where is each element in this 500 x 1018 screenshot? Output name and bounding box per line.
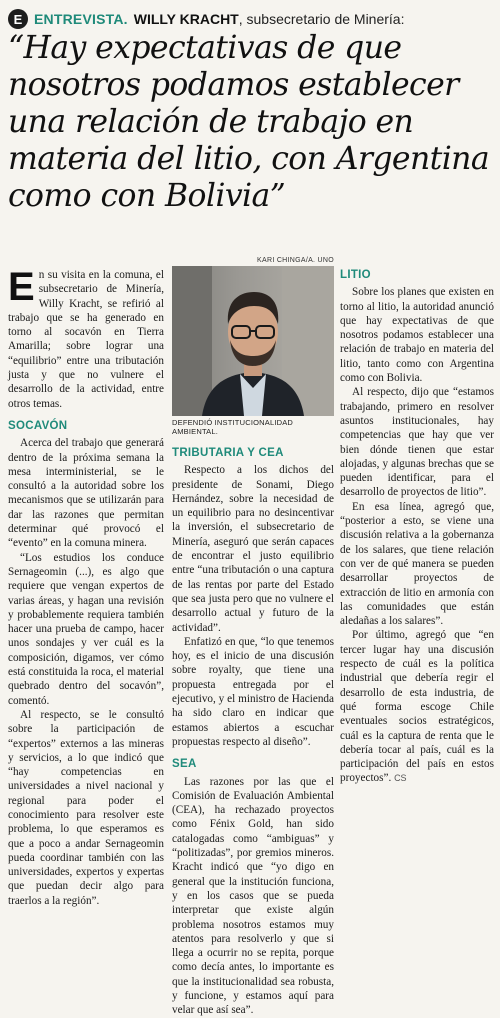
interviewee-name: WILLY KRACHT (133, 11, 239, 27)
subhead-tributaria: TRIBUTARIA Y CEA (172, 447, 284, 459)
drop-cap: E (8, 265, 35, 309)
end-mark: CS (394, 773, 407, 784)
subhead-sea: SEA (172, 758, 197, 771)
section-badge: E (8, 9, 28, 29)
portrait-illustration (172, 266, 334, 416)
paragraph: “Los estudios los conduce Sernageomin (...), es algo que requiere que vengan expertos de varias áreas, y hagan una revisión y probablemente requiera también hacer una prueba de campo, hacer unos sondajes y ver cuál es la composición, digamos, ver cómo está constituida la roca, el material quebrado dentro del socavón”, comentó. (8, 551, 164, 707)
portrait-photo (172, 266, 334, 416)
paragraph (340, 628, 494, 785)
paragraph: Al respecto, se le consultó sobre la participación de “expertos” externos a las mineras y servicios, a lo que indicó que “hay competencias en universidades a nivel nacional y regional para poder el conocimiento para resolver este problema, lo que esperamos es que a poco a andar Sernageomin pueda coordinar también con las universidades, expertos y expertas que puedan decir algo para traerlos a la región”. (8, 708, 164, 907)
headline: “Hay expectativas de que nosotros podamos establecer una relación de trabajo en materia del litio, con Argentina como con Bolivia” (8, 30, 490, 214)
paragraph: Al respecto, dijo que “estamos trabajando, primero en resolver asuntos institucionales, hay competencias que hay que ver bien dónde tienen que estar alojadas, y algunas brechas que se pueden identificar, para el desarrollo de proyectos de litio”. (340, 386, 494, 499)
paragraph: Las razones por las que el Comisión de Evaluación Ambiental (CEA), ha rechazado proyectos como Fénix Gold, han sido catalogadas como “ambiguas” y “politizadas”, por gremios mineros. Kracht indicó que “yo digo en general que la institución funciona, y en los casos que se pueda interpretar que existe algún problema nosotros estamos muy atentos para resolverlo y que si llega a ocurrir no se repita, porque como decía antes, lo importante es que la institucionalidad sea robusta, y funcione, y estamos aquí para velar que así sea”. (172, 775, 334, 1017)
column-1 (8, 265, 164, 908)
intro-text: n su visita en la comuna, el subsecretario de Minería, Willy Kracht, se refirió al trabajo que se ha generado en torno al socavón en Tierra Amarilla; sobre lograr una “equilibrio” entre una tributación justa y que no vulnere el desarrollo de la actividad, entre otros temas. (8, 269, 164, 410)
interviewee-role: , subsecretario de Minería: (238, 11, 405, 27)
paragraph: Enfatizó en que, “lo que tenemos hoy, es el inicio de una discusión sobre royalty, que tiene una propuesta entregada por el ejecutivo, y el ministro de Hacienda ha sido claro en indicar que estamos abiertos a escuchar propuestas respecto al diseño”. (172, 635, 334, 748)
photo-caption: DEFENDIÓ INSTITUCIONALIDAD AMBIENTAL. (172, 418, 294, 436)
paragraph: Acerca del trabajo que generará dentro de la próxima semana la mesa interministerial, se le consultó a la autoridad sobre los mecanismos que se utilizarán para dar las razones que permitan determinar qué provocó el “evento” en la comuna minera. (8, 437, 164, 550)
subhead-litio: LITIO (340, 269, 371, 281)
column-3 (340, 268, 494, 786)
photo-credit: KARI CHINGA/A. UNO (257, 257, 334, 264)
paragraph: Respecto a los dichos del presidente de Sonami, Diego Hernández, sobre la necesidad de un equilibrio para no desincentivar la inversión, el subsecretario de Minería, aseguró que serán capaces de encontrar el justo equilibrio entre “una tributación o una captura de las rentas por parte del Estado que sea justa pero que no vulnere el desarrollo actual y futuro de la actividad”. (172, 464, 334, 634)
article-kicker (8, 6, 494, 32)
intro-paragraph (8, 265, 164, 411)
subhead-socavon: SOCAVÓN (8, 419, 68, 432)
paragraph: Sobre los planes que existen en torno al litio, la autoridad anunció que hay expectativas de que nosotros podamos establecer una relación de trabajo en materia del litio, tanto como con Argentina como con Bolivia. (340, 286, 494, 385)
column-2 (172, 446, 334, 1018)
section-label: ENTREVISTA. (34, 11, 128, 27)
paragraph-text: Por último, agregó que “en tercer lugar hay una discusión respecto de cuál es la política industrial que debería regir el desarrollo de esta industria, de qué forma escoge Chile eventuales socios estratégicos, cuál es la captura de renta que le debería tocar al país, cuál es la participación del país en estos proyectos”. (340, 629, 494, 785)
paragraph: En esa línea, agregó que, “posterior a esto, se viene una discusión relativa a la gobernanza de los salares, que tiene relación con ver de qué manera se pueden desarrollar proyectos de extracción de litio en armonía con las comunidades que están aledañas a los salares”. (340, 500, 494, 628)
